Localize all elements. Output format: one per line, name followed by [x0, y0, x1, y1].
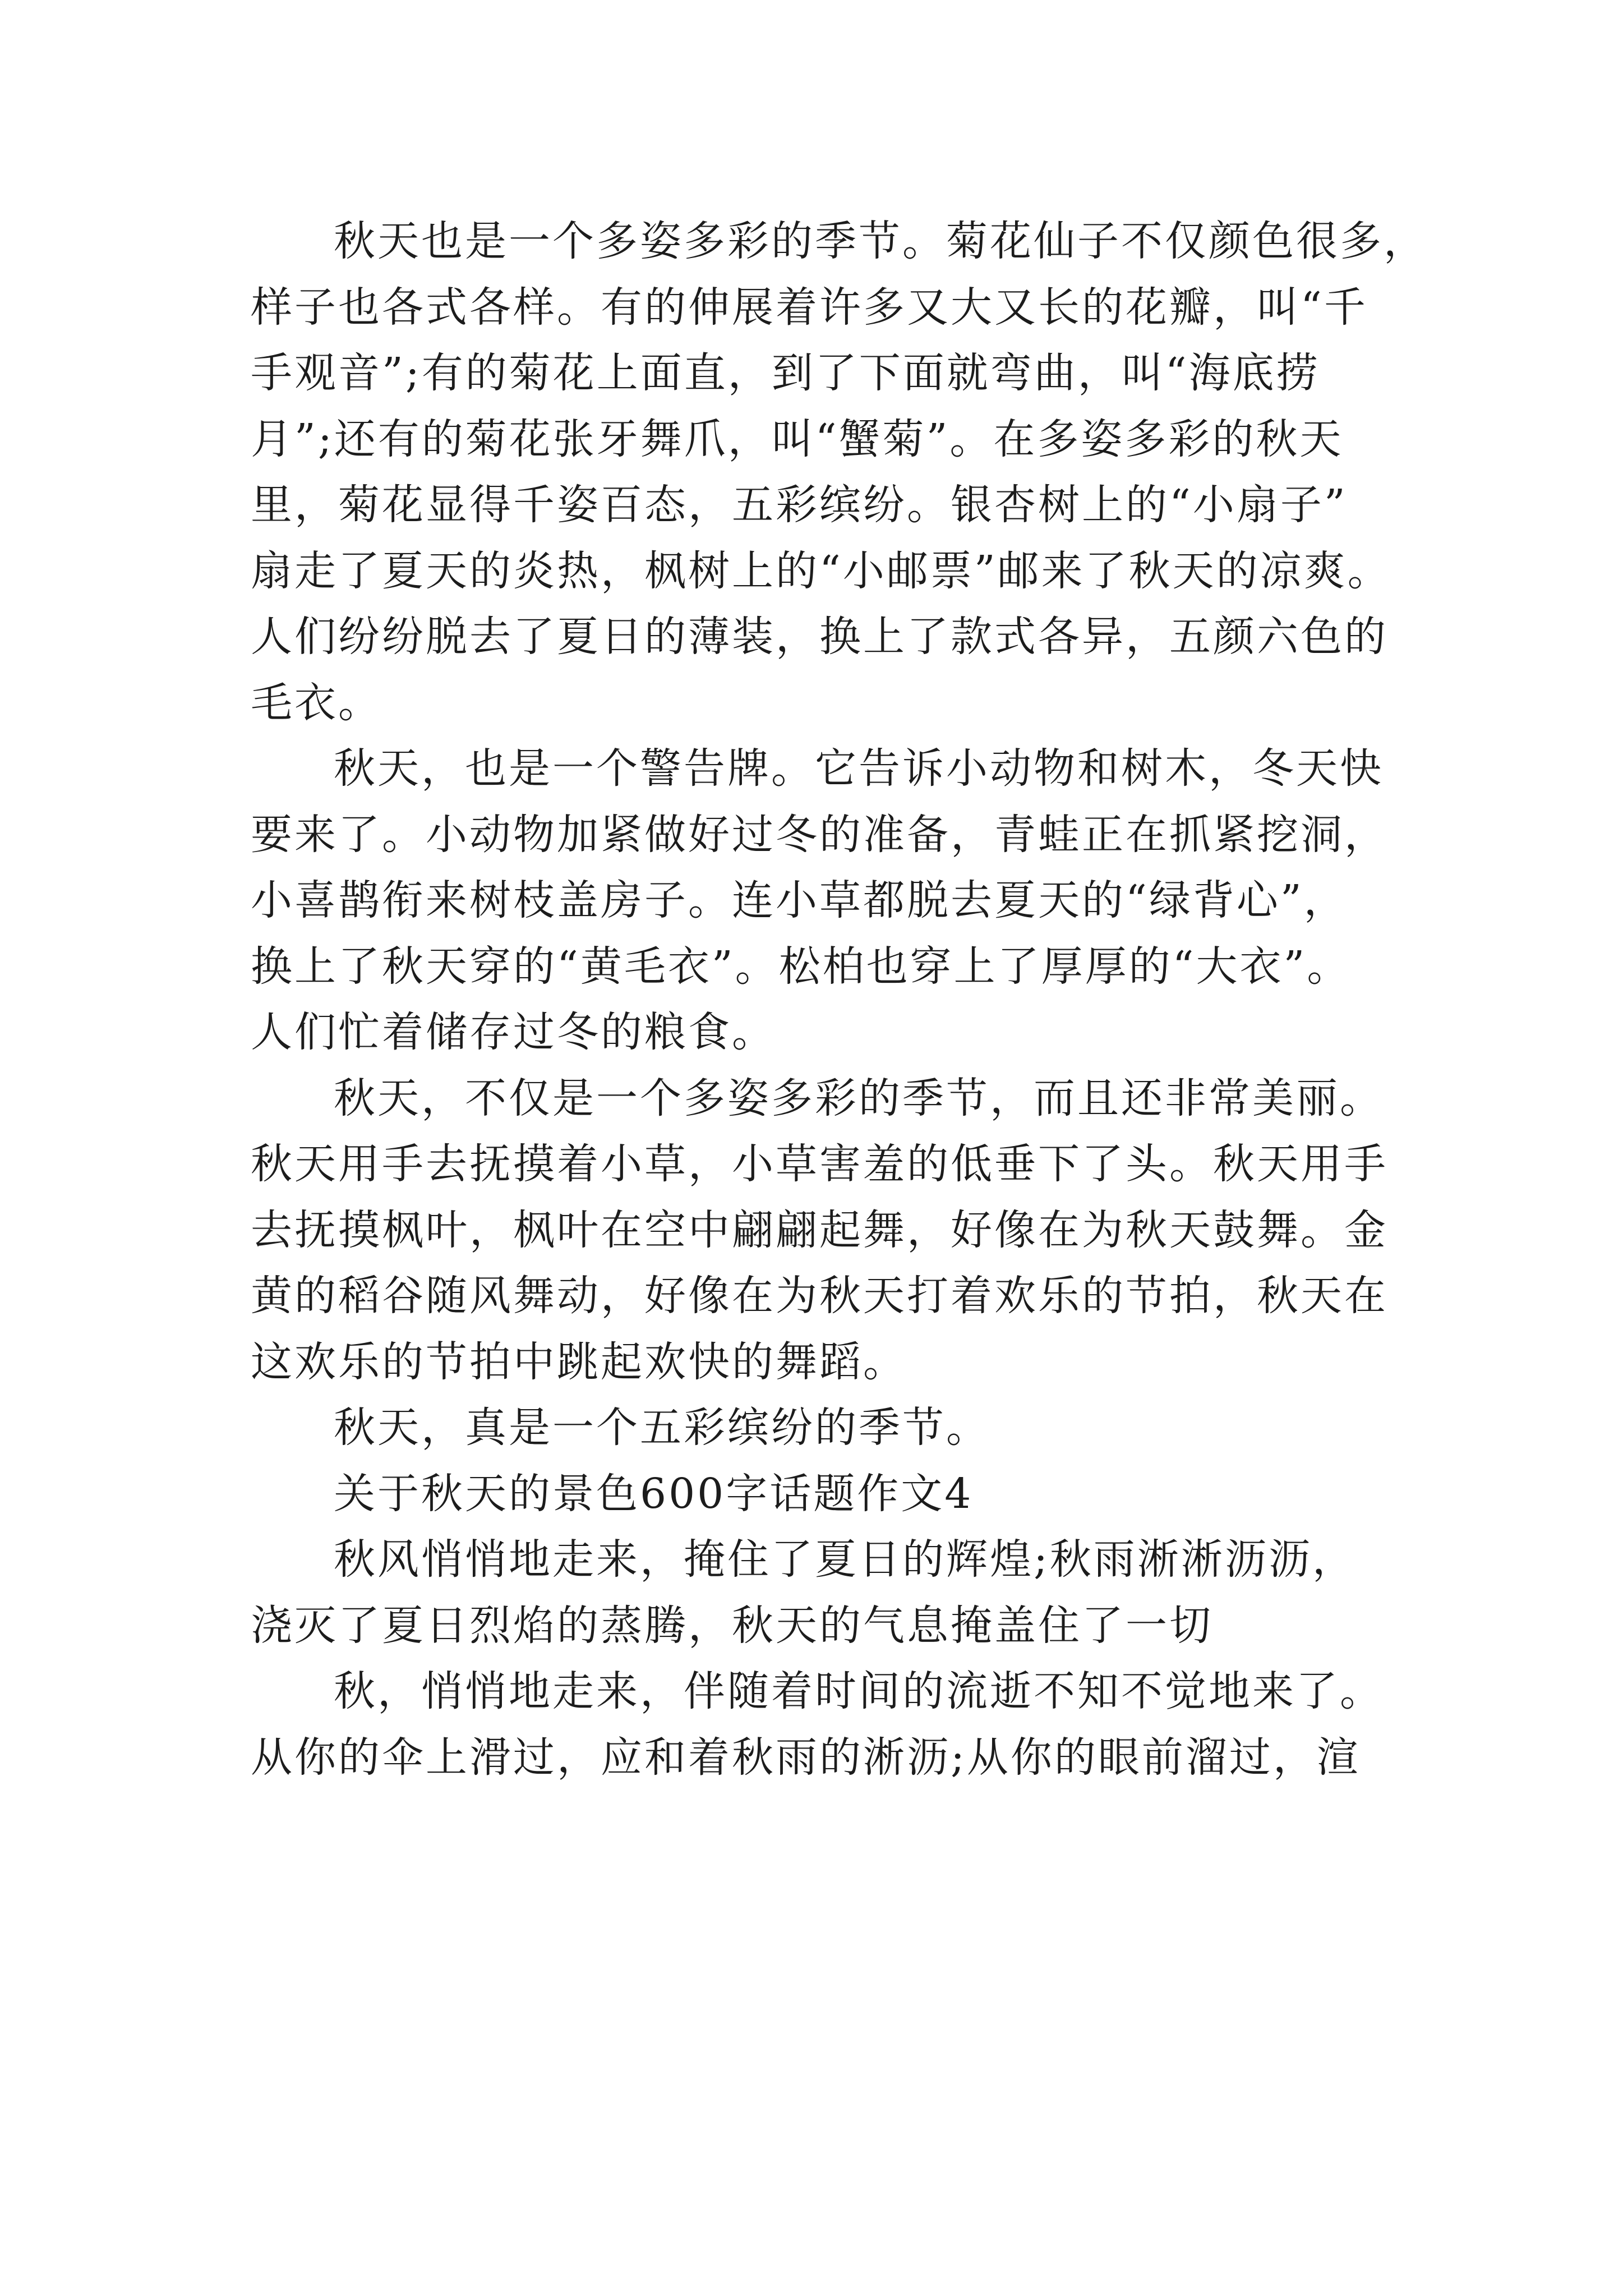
paragraph-3-line-1: 秋天，不仅是一个多姿多彩的季节，而且还非常美丽。 [334, 1074, 1384, 1122]
paragraph-2-line-5: 人们忙着储存过冬的粮食。 [251, 1008, 776, 1056]
paragraph-1-line-6: 扇走了夏天的炎热，枫树上的“小邮票”邮来了秋天的凉爽。 [251, 546, 1391, 595]
paragraph-2-line-3: 小喜鹊衔来树枝盖房子。连小草都脱去夏天的“绿背心”， [251, 876, 1348, 924]
paragraph-7-line-1: 秋，悄悄地走来，伴随着时间的流逝不知不觉地来了。 [334, 1667, 1384, 1715]
paragraph-1-line-3: 手观音”;有的菊花上面直，到了下面就弯曲，叫“海底捞 [251, 349, 1320, 397]
paragraph-3-line-2: 秋天用手去抚摸着小草，小草害羞的低垂下了头。秋天用手 [251, 1140, 1388, 1188]
paragraph-7-line-2: 从你的伞上滑过，应和着秋雨的淅沥;从你的眼前溜过，渲 [251, 1733, 1361, 1782]
paragraph-1-line-7: 人们纷纷脱去了夏日的薄装，换上了款式各异，五颜六色的 [251, 613, 1388, 661]
paragraph-1-line-5: 里，菊花显得千姿百态，五彩缤纷。银杏树上的“小扇子” [251, 481, 1348, 529]
paragraph-6-line-1: 秋风悄悄地走来，掩住了夏日的辉煌;秋雨淅淅沥沥， [334, 1535, 1356, 1584]
paragraph-1-line-1: 秋天也是一个多姿多彩的季节。菊花仙子不仅颜色很多， [334, 217, 1427, 265]
paragraph-1-line-4: 月”;还有的菊花张牙舞爪，叫“蟹菊”。在多姿多彩的秋天 [251, 415, 1344, 463]
paragraph-6-line-2: 浇灭了夏日烈焰的蒸腾，秋天的气息掩盖住了一切 [251, 1601, 1213, 1650]
paragraph-4-line-1: 秋天，真是一个五彩缤纷的季节。 [334, 1404, 990, 1452]
paragraph-3-line-4: 黄的稻谷随风舞动，好像在为秋天打着欢乐的节拍，秋天在 [251, 1272, 1388, 1320]
paragraph-3-line-5: 这欢乐的节拍中跳起欢快的舞蹈。 [251, 1337, 907, 1386]
paragraph-1-line-8: 毛衣。 [251, 678, 382, 727]
section-title: 关于秋天的景色600字话题作文4 [334, 1469, 974, 1518]
document-body [251, 209, 1427, 1791]
paragraph-2-line-2: 要来了。小动物加紧做好过冬的准备，青蛙正在抓紧挖洞， [251, 810, 1388, 859]
paragraph-3-line-3: 去抚摸枫叶，枫叶在空中翩翩起舞，好像在为秋天鼓舞。金 [251, 1205, 1388, 1254]
paragraph-2-line-1: 秋天，也是一个警告牌。它告诉小动物和树木，冬天快 [334, 744, 1384, 793]
paragraph-2-line-4: 换上了秋天穿的“黄毛衣”。松柏也穿上了厚厚的“大衣”。 [251, 942, 1351, 991]
paragraph-1-line-2: 样子也各式各样。有的伸展着许多又大又长的花瓣，叫“千 [251, 283, 1368, 332]
